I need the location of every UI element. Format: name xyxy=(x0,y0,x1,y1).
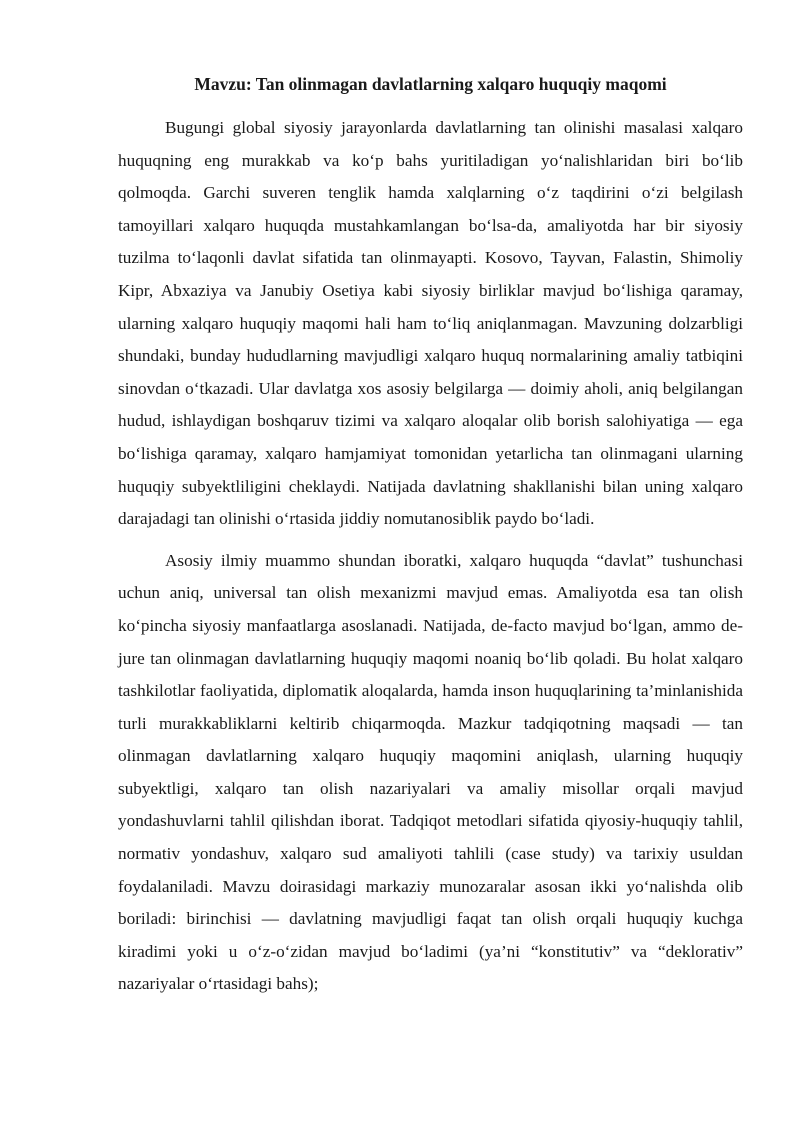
document-title: Mavzu: Tan olinmagan davlatlarning xalqaro huquqiy maqomi xyxy=(194,74,667,94)
paragraph-2: Asosiy ilmiy muammo shundan iboratki, xalqaro huquqda “davlat” tushunchasi uchun aniq, universal tan olish mexanizmi mavjud emas. Amaliyotda esa tan olish ko‘pincha siyosiy manfaatlarga asoslanadi. Natijada, de-facto mavjud bo‘lgan, ammo de-jure tan olinmagan davlatlarning huquqiy maqomi noaniq bo‘lib qoladi. Bu holat xalqaro tashkilotlar faoliyatida, diplomatik aloqalarda, hamda inson huquqlarining ta’minlanishida turli murakkabliklarni keltirib chiqarmoqda. Mazkur tadqiqotning maqsadi — tan olinmagan davlatlarning xalqaro huquqiy maqomini aniqlash, ularning huquqiy subyektligi, xalqaro tan olish nazariyalari va amaliy misollar orqali mavjud yondashuvlarni tahlil qilishdan iborat. Tadqiqot metodlari sifatida qiyosiy-huquqiy tahlil, normativ yondashuv, xalqaro sud amaliyoti tahlili (case study) va tarixiy usuldan foydalaniladi. Mavzu doirasidagi markaziy munozaralar asosan ikki yo‘nalishda olib boriladi: birinchisi — davlatning mavjudligi faqat tan olish orqali huquqiy kuchga kiradimi yoki u o‘z-o‘zidan mavjud bo‘ladimi (ya’ni “konstitutiv” va “deklorativ” nazariyalar o‘rtasidagi bahs); xyxy=(118,550,743,994)
paragraph-1: Bugungi global siyosiy jarayonlarda davlatlarning tan olinishi masalasi xalqaro huquqning eng murakkab va ko‘p bahs yuritiladigan yo‘nalishlaridan biri bo‘lib qolmoqda. Garchi suveren tenglik hamda xalqlarning o‘z taqdirini o‘zi belgilash tamoyillari xalqaro huquqda mustahkamlangan bo‘lsa-da, amaliyotda har bir siyosiy tuzilma to‘laqonli davlat sifatida tan olinmayapti. Kosovo, Tayvan, Falastin, Shimoliy Kipr, Abxaziya va Janubiy Osetiya kabi siyosiy birliklar mavjud bo‘lishiga qaramay, ularning xalqaro huquqiy maqomi hali ham to‘liq aniqlanmagan. Mavzuning dolzarbligi shundaki, bunday hududlarning mavjudligi xalqaro huquq normalarining amaliy tatbiqini sinovdan o‘tkazadi. Ular davlatga xos asosiy belgilarga — doimiy aholi, aniq belgilangan hudud, ishlaydigan boshqaruv tizimi va xalqaro aloqalar olib borish salohiyatiga — ega bo‘lishiga qaramay, xalqaro hamjamiyat tomonidan yetarlicha tan olinmagani ularning huquqiy subyektliligini cheklaydi. Natijada davlatning shakllanishi bilan uning xalqaro darajadagi tan olinishi o‘rtasida jiddiy nomutanosiblik paydo bo‘ladi. xyxy=(118,118,743,529)
